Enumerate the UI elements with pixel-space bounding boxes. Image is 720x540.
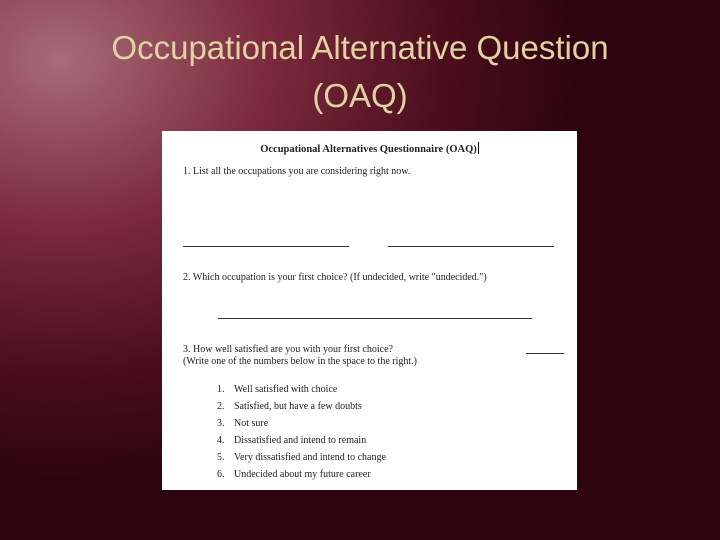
answer-line-2	[218, 318, 532, 319]
option-5-text: Very dissatisfied and intend to change	[234, 452, 386, 463]
slide-title	[0, 24, 720, 120]
answer-line-1a	[183, 246, 349, 247]
option-6-text: Undecided about my future career	[234, 469, 371, 480]
option-6-number: 6.	[217, 469, 225, 480]
answer-line-3	[526, 353, 564, 354]
question-2: 2. Which occupation is your first choice? (If undecided, write "undecided.")	[183, 272, 487, 283]
question-3-line-2: (Write one of the numbers below in the space to the right.)	[183, 356, 417, 367]
option-6	[217, 469, 371, 480]
question-3-line-1: 3. How well satisfied are you with your first choice?	[183, 344, 393, 355]
slide-title-line-2: (OAQ)	[312, 77, 408, 114]
answer-line-1b	[388, 246, 554, 247]
option-4	[217, 435, 366, 446]
option-4-text: Dissatisfied and intend to remain	[234, 435, 367, 446]
option-2-number: 2.	[217, 401, 225, 412]
option-3	[217, 418, 268, 429]
text-cursor	[478, 142, 479, 154]
option-3-text: Not sure	[234, 418, 269, 429]
option-5	[217, 452, 386, 463]
option-1-number: 1.	[217, 384, 225, 395]
option-1	[217, 384, 337, 395]
questionnaire-image	[162, 131, 577, 490]
option-4-number: 4.	[217, 435, 225, 446]
option-2-text: Satisfied, but have a few doubts	[234, 401, 362, 412]
question-1: 1. List all the occupations you are considering right now.	[183, 166, 411, 177]
questionnaire-title	[162, 142, 577, 155]
option-3-number: 3.	[217, 418, 225, 429]
option-2	[217, 401, 362, 412]
option-1-text: Well satisfied with choice	[234, 384, 338, 395]
questionnaire-title-text: Occupational Alternatives Questionnaire (OAQ)	[260, 144, 477, 155]
option-5-number: 5.	[217, 452, 225, 463]
slide-title-line-1: Occupational Alternative Question	[111, 29, 609, 66]
